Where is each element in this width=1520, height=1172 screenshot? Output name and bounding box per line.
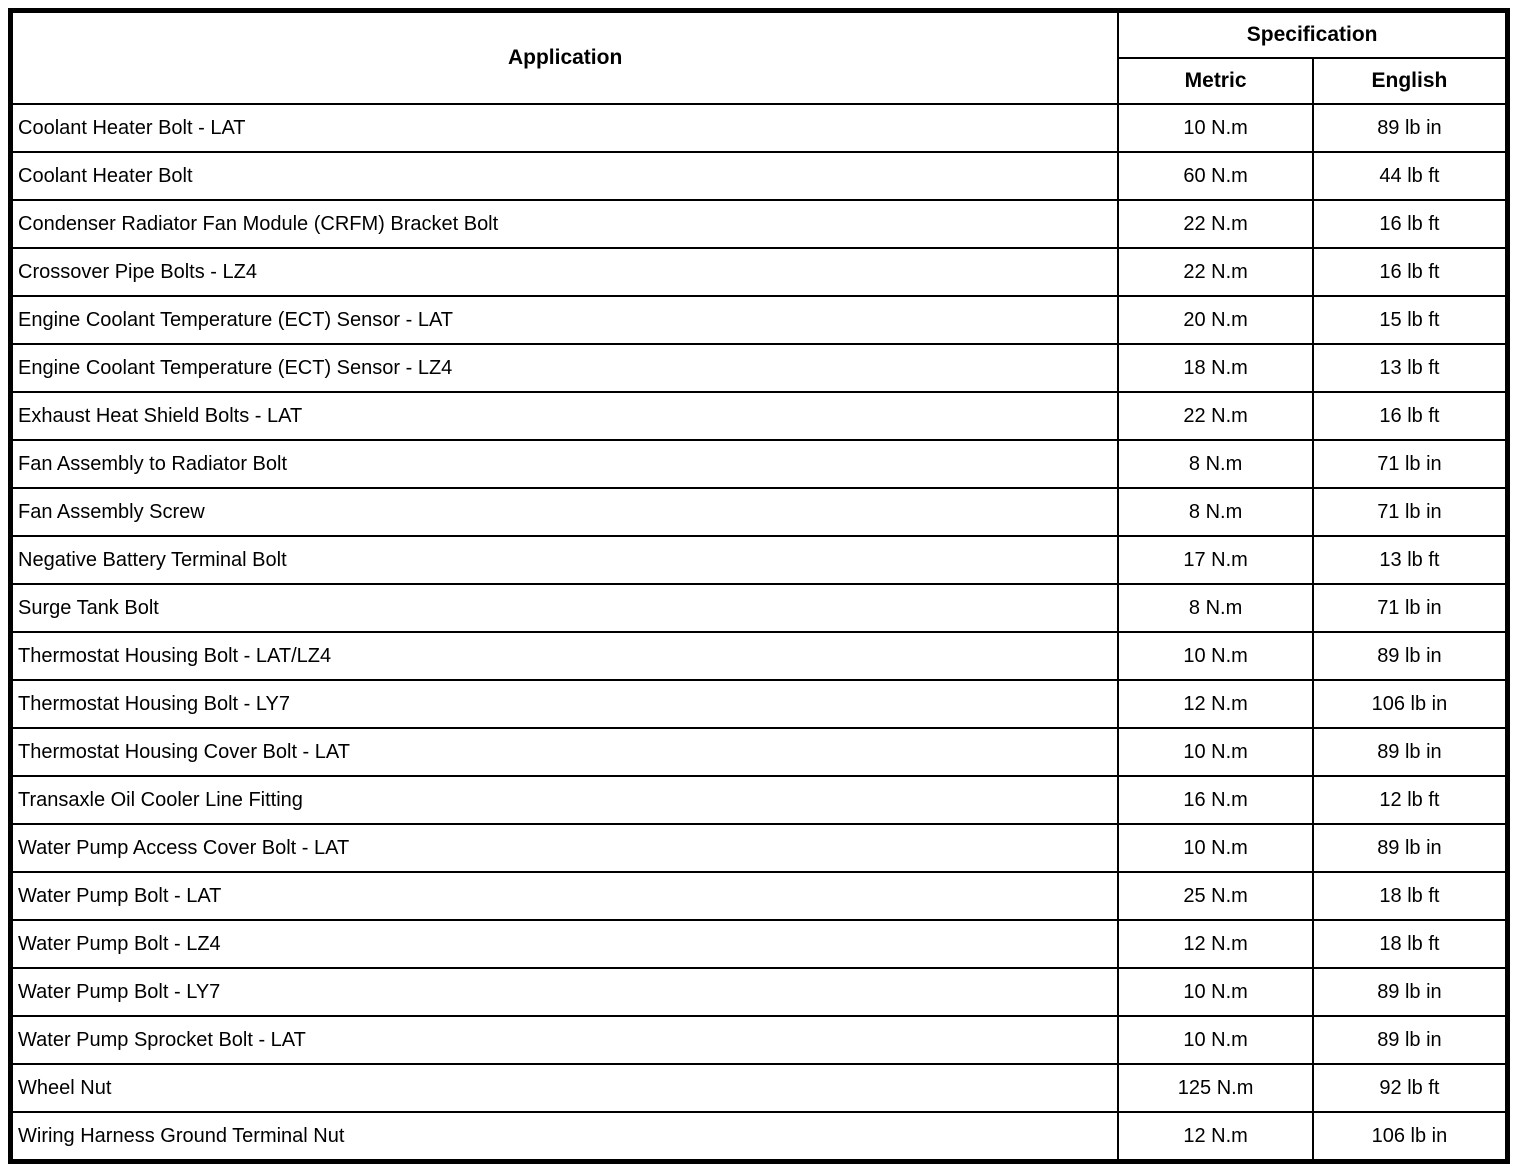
english-value-cell: 106 lb in xyxy=(1313,680,1508,728)
application-cell: Thermostat Housing Bolt - LY7 xyxy=(11,680,1119,728)
application-cell: Thermostat Housing Cover Bolt - LAT xyxy=(11,728,1119,776)
table-row xyxy=(11,488,1508,536)
english-value-cell: 71 lb in xyxy=(1313,584,1508,632)
metric-value-cell: 17 N.m xyxy=(1118,536,1313,584)
table-row xyxy=(11,632,1508,680)
table-row xyxy=(11,344,1508,392)
metric-value-cell: 22 N.m xyxy=(1118,392,1313,440)
english-value-cell: 89 lb in xyxy=(1313,968,1508,1016)
metric-value-cell: 25 N.m xyxy=(1118,872,1313,920)
metric-column-header: Metric xyxy=(1118,58,1313,104)
application-cell: Exhaust Heat Shield Bolts - LAT xyxy=(11,392,1119,440)
application-cell: Coolant Heater Bolt - LAT xyxy=(11,104,1119,152)
application-cell: Coolant Heater Bolt xyxy=(11,152,1119,200)
table-row xyxy=(11,584,1508,632)
english-value-cell: 16 lb ft xyxy=(1313,248,1508,296)
english-value-cell: 18 lb ft xyxy=(1313,920,1508,968)
metric-value-cell: 10 N.m xyxy=(1118,968,1313,1016)
table-row xyxy=(11,200,1508,248)
metric-value-cell: 22 N.m xyxy=(1118,248,1313,296)
english-value-cell: 71 lb in xyxy=(1313,488,1508,536)
application-cell: Thermostat Housing Bolt - LAT/LZ4 xyxy=(11,632,1119,680)
torque-specification-table xyxy=(8,8,1510,1164)
application-cell: Water Pump Access Cover Bolt - LAT xyxy=(11,824,1119,872)
metric-value-cell: 18 N.m xyxy=(1118,344,1313,392)
metric-value-cell: 10 N.m xyxy=(1118,104,1313,152)
metric-value-cell: 10 N.m xyxy=(1118,1016,1313,1064)
application-cell: Engine Coolant Temperature (ECT) Sensor - LZ4 xyxy=(11,344,1119,392)
metric-value-cell: 10 N.m xyxy=(1118,728,1313,776)
header-row-top xyxy=(11,11,1508,59)
table-row xyxy=(11,104,1508,152)
english-value-cell: 71 lb in xyxy=(1313,440,1508,488)
application-cell: Water Pump Bolt - LZ4 xyxy=(11,920,1119,968)
metric-value-cell: 12 N.m xyxy=(1118,680,1313,728)
application-cell: Surge Tank Bolt xyxy=(11,584,1119,632)
metric-value-cell: 16 N.m xyxy=(1118,776,1313,824)
english-value-cell: 15 lb ft xyxy=(1313,296,1508,344)
metric-value-cell: 10 N.m xyxy=(1118,632,1313,680)
table-row xyxy=(11,776,1508,824)
table-row xyxy=(11,152,1508,200)
table-body xyxy=(11,104,1508,1162)
english-value-cell: 106 lb in xyxy=(1313,1112,1508,1162)
table-row xyxy=(11,968,1508,1016)
metric-value-cell: 12 N.m xyxy=(1118,1112,1313,1162)
table-row xyxy=(11,248,1508,296)
english-value-cell: 12 lb ft xyxy=(1313,776,1508,824)
english-value-cell: 89 lb in xyxy=(1313,1016,1508,1064)
metric-value-cell: 8 N.m xyxy=(1118,584,1313,632)
table-row xyxy=(11,440,1508,488)
specification-column-group-header: Specification xyxy=(1118,11,1507,59)
table-row xyxy=(11,1064,1508,1112)
table-row xyxy=(11,536,1508,584)
english-column-header: English xyxy=(1313,58,1508,104)
application-cell: Transaxle Oil Cooler Line Fitting xyxy=(11,776,1119,824)
application-cell: Water Pump Sprocket Bolt - LAT xyxy=(11,1016,1119,1064)
application-cell: Fan Assembly to Radiator Bolt xyxy=(11,440,1119,488)
english-value-cell: 89 lb in xyxy=(1313,104,1508,152)
metric-value-cell: 8 N.m xyxy=(1118,488,1313,536)
metric-value-cell: 125 N.m xyxy=(1118,1064,1313,1112)
application-cell: Water Pump Bolt - LAT xyxy=(11,872,1119,920)
application-column-header: Application xyxy=(11,11,1119,105)
application-cell: Wheel Nut xyxy=(11,1064,1119,1112)
english-value-cell: 13 lb ft xyxy=(1313,344,1508,392)
metric-value-cell: 8 N.m xyxy=(1118,440,1313,488)
table-row xyxy=(11,872,1508,920)
metric-value-cell: 60 N.m xyxy=(1118,152,1313,200)
english-value-cell: 89 lb in xyxy=(1313,824,1508,872)
english-value-cell: 16 lb ft xyxy=(1313,392,1508,440)
application-cell: Water Pump Bolt - LY7 xyxy=(11,968,1119,1016)
english-value-cell: 89 lb in xyxy=(1313,728,1508,776)
english-value-cell: 18 lb ft xyxy=(1313,872,1508,920)
metric-value-cell: 20 N.m xyxy=(1118,296,1313,344)
english-value-cell: 44 lb ft xyxy=(1313,152,1508,200)
application-cell: Negative Battery Terminal Bolt xyxy=(11,536,1119,584)
english-value-cell: 16 lb ft xyxy=(1313,200,1508,248)
table-row xyxy=(11,296,1508,344)
english-value-cell: 13 lb ft xyxy=(1313,536,1508,584)
application-cell: Wiring Harness Ground Terminal Nut xyxy=(11,1112,1119,1162)
metric-value-cell: 22 N.m xyxy=(1118,200,1313,248)
table-header xyxy=(11,11,1508,105)
table-row xyxy=(11,824,1508,872)
application-cell: Crossover Pipe Bolts - LZ4 xyxy=(11,248,1119,296)
table-row xyxy=(11,920,1508,968)
table-row xyxy=(11,728,1508,776)
table-row xyxy=(11,1016,1508,1064)
application-cell: Condenser Radiator Fan Module (CRFM) Bracket Bolt xyxy=(11,200,1119,248)
table-row xyxy=(11,680,1508,728)
application-cell: Engine Coolant Temperature (ECT) Sensor - LAT xyxy=(11,296,1119,344)
metric-value-cell: 10 N.m xyxy=(1118,824,1313,872)
metric-value-cell: 12 N.m xyxy=(1118,920,1313,968)
english-value-cell: 92 lb ft xyxy=(1313,1064,1508,1112)
table-row xyxy=(11,392,1508,440)
table-row xyxy=(11,1112,1508,1162)
english-value-cell: 89 lb in xyxy=(1313,632,1508,680)
application-cell: Fan Assembly Screw xyxy=(11,488,1119,536)
